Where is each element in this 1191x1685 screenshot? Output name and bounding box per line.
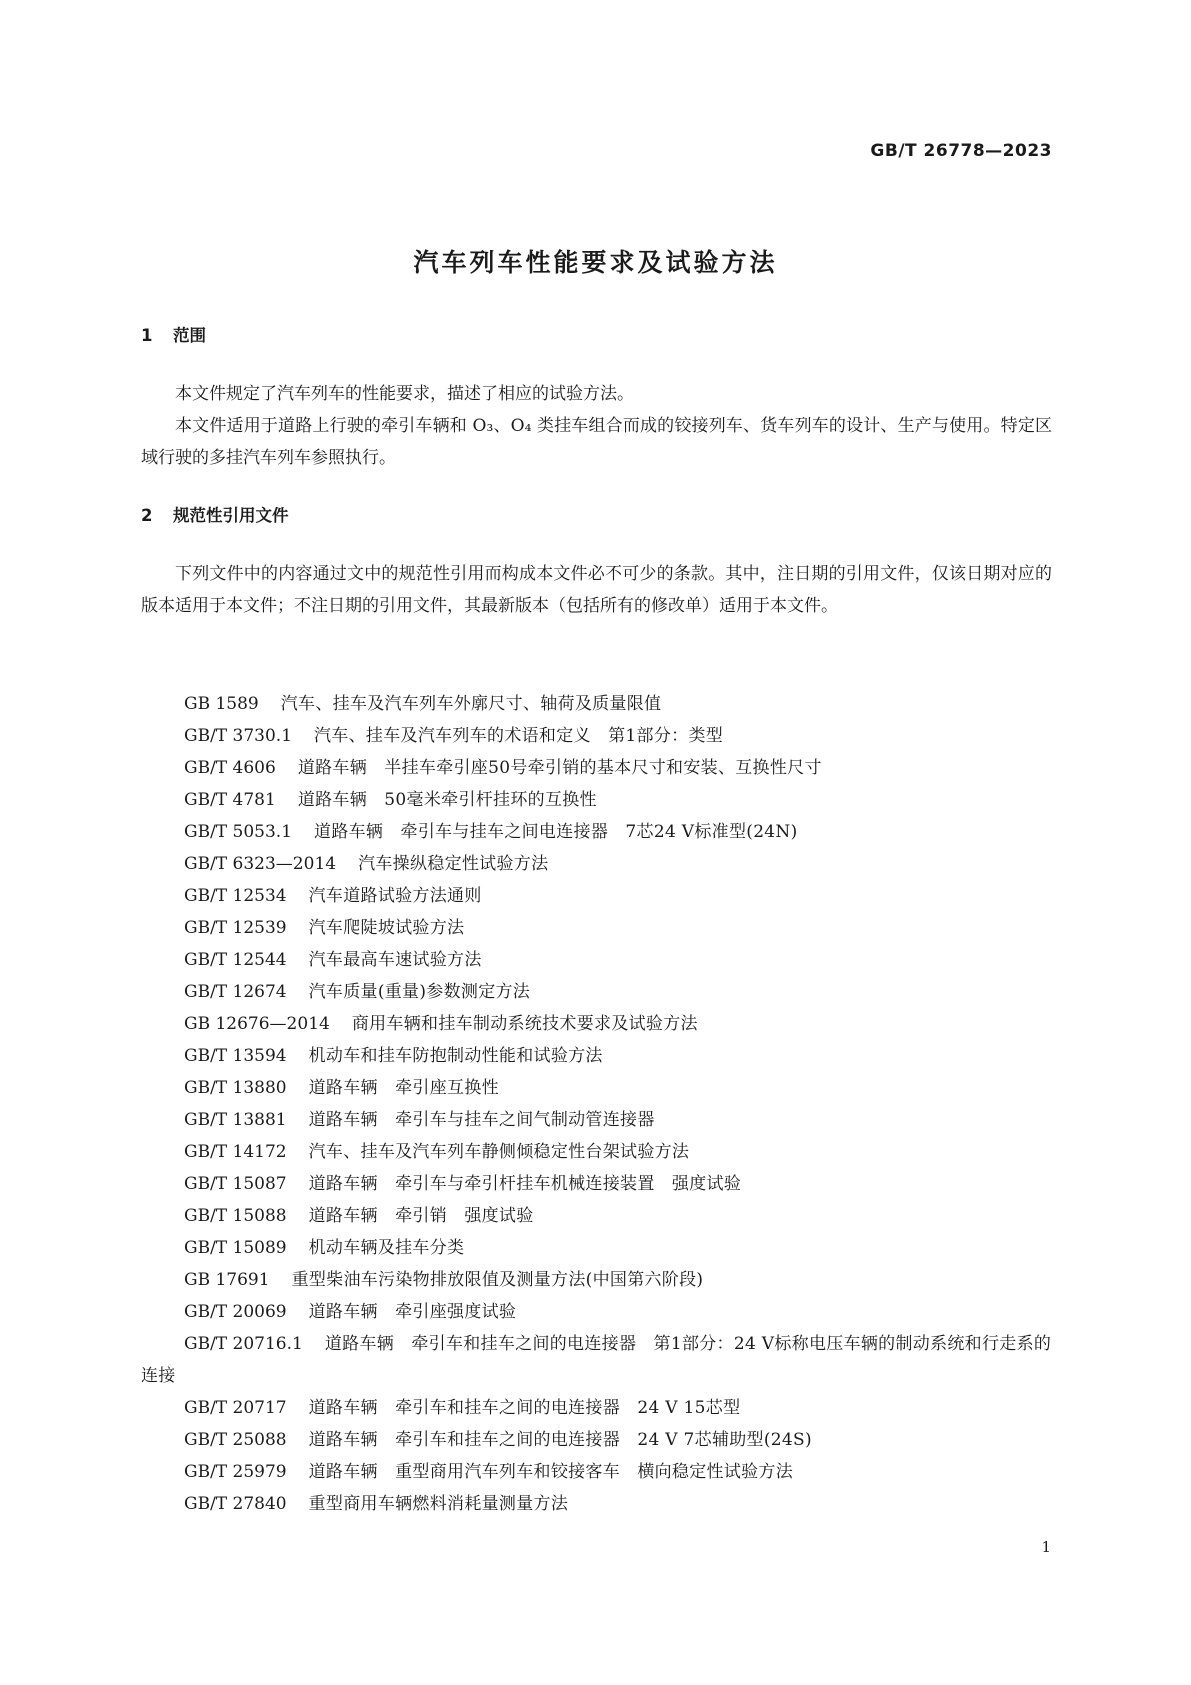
reference-item — [141, 944, 1052, 976]
reference-code: GB/T 12674 — [184, 982, 287, 1002]
reference-item — [141, 1200, 1052, 1232]
reference-title: 道路车辆 牵引销 强度试验 — [308, 1206, 534, 1226]
reference-title: 道路车辆 牵引座互换性 — [308, 1078, 499, 1098]
reference-title: 道路车辆 牵引车与挂车之间气制动管连接器 — [308, 1110, 655, 1130]
reference-code: GB/T 12534 — [184, 886, 287, 906]
reference-code: GB/T 13880 — [184, 1078, 287, 1098]
reference-item — [141, 848, 1052, 880]
reference-code: GB/T 12544 — [184, 950, 287, 970]
reference-item — [141, 1424, 1052, 1456]
reference-code: GB/T 4606 — [184, 758, 276, 778]
reference-code: GB/T 15089 — [184, 1238, 287, 1258]
reference-title: 汽车质量(重量)参数测定方法 — [308, 982, 531, 1002]
reference-code: GB/T 15087 — [184, 1174, 287, 1194]
reference-code: GB/T 6323—2014 — [184, 854, 337, 874]
document-title: 汽车列车性能要求及试验方法 — [413, 248, 778, 277]
reference-list — [141, 688, 1052, 1520]
reference-title: 汽车爬陡坡试验方法 — [308, 918, 465, 938]
reference-code: GB/T 20069 — [184, 1302, 287, 1322]
reference-item — [141, 752, 1052, 784]
reference-title: 重型柴油车污染物排放限值及测量方法(中国第六阶段) — [291, 1270, 704, 1290]
reference-item — [141, 912, 1052, 944]
reference-code: GB/T 12539 — [184, 918, 287, 938]
reference-code: GB/T 20717 — [184, 1398, 287, 1418]
reference-item — [141, 1040, 1052, 1072]
reference-item — [141, 1072, 1052, 1104]
reference-title: 道路车辆 牵引车与挂车之间电连接器 7芯24 V标准型(24N) — [314, 822, 798, 842]
reference-code: GB/T 13881 — [184, 1110, 287, 1130]
section-2-heading — [141, 502, 289, 526]
reference-item — [141, 976, 1052, 1008]
reference-title: 汽车、挂车及汽车列车静侧倾稳定性台架试验方法 — [308, 1142, 690, 1162]
reference-item — [141, 1136, 1052, 1168]
reference-title: 道路车辆 重型商用汽车列车和铰接客车 横向稳定性试验方法 — [308, 1462, 794, 1482]
paragraph: 下列文件中的内容通过文中的规范性引用而构成本文件必不可少的条款。其中，注日期的引用文件，仅该日期对应的版本适用于本文件；不注日期的引用文件，其最新版本（包括所有的修改单）适用于本文件。 — [141, 564, 1052, 616]
reference-item — [141, 1488, 1052, 1520]
section-2-body — [141, 558, 1052, 622]
reference-title: 汽车操纵稳定性试验方法 — [358, 854, 549, 874]
reference-code: GB/T 15088 — [184, 1206, 287, 1226]
section-title: 规范性引用文件 — [173, 506, 289, 525]
reference-item — [141, 1232, 1052, 1264]
reference-title: 机动车辆及挂车分类 — [308, 1238, 465, 1258]
reference-title: 汽车最高车速试验方法 — [308, 950, 482, 970]
reference-item — [141, 1296, 1052, 1328]
reference-code: GB/T 5053.1 — [184, 822, 293, 842]
paragraph: 本文件规定了汽车列车的性能要求，描述了相应的试验方法。 — [175, 384, 634, 404]
reference-item — [141, 816, 1052, 848]
reference-title: 道路车辆 牵引车和挂车之间的电连接器 第1部分：24 V标称电压车辆的制动系统和行走系的连接 — [141, 1334, 1052, 1386]
reference-item — [141, 1392, 1052, 1424]
page-number: 1 — [1041, 1538, 1051, 1556]
reference-title: 道路车辆 牵引车与牵引杆挂车机械连接装置 强度试验 — [308, 1174, 742, 1194]
reference-title: 道路车辆 50毫米牵引杆挂环的互换性 — [297, 790, 597, 810]
reference-title: 道路车辆 牵引座强度试验 — [308, 1302, 517, 1322]
reference-title: 机动车和挂车防抱制动性能和试验方法 — [308, 1046, 603, 1066]
reference-code: GB/T 3730.1 — [184, 726, 293, 746]
section-number: 2 — [141, 506, 153, 525]
section-1-body — [141, 378, 1052, 474]
reference-title: 道路车辆 半挂车牵引座50号牵引销的基本尺寸和安装、互换性尺寸 — [297, 758, 822, 778]
reference-code: GB/T 27840 — [184, 1494, 287, 1514]
reference-item — [141, 1104, 1052, 1136]
reference-item — [141, 720, 1052, 752]
reference-title: 道路车辆 牵引车和挂车之间的电连接器 24 V 15芯型 — [308, 1398, 741, 1418]
reference-title: 商用车辆和挂车制动系统技术要求及试验方法 — [351, 1014, 698, 1034]
reference-code: GB/T 25979 — [184, 1462, 287, 1482]
reference-title: 重型商用车辆燃料消耗量测量方法 — [308, 1494, 569, 1514]
reference-code: GB/T 25088 — [184, 1430, 287, 1450]
reference-code: GB/T 20716.1 — [184, 1334, 303, 1354]
reference-title: 汽车、挂车及汽车列车外廓尺寸、轴荷及质量限值 — [280, 694, 662, 714]
reference-item — [141, 688, 1052, 720]
reference-item — [141, 1168, 1052, 1200]
section-1-heading — [141, 322, 206, 346]
reference-code: GB 12676—2014 — [184, 1014, 330, 1034]
reference-code: GB/T 4781 — [184, 790, 276, 810]
reference-title: 汽车道路试验方法通则 — [308, 886, 482, 906]
reference-item — [141, 1008, 1052, 1040]
section-number: 1 — [141, 326, 153, 345]
reference-item — [141, 1264, 1052, 1296]
reference-title: 汽车、挂车及汽车列车的术语和定义 第1部分：类型 — [314, 726, 724, 746]
reference-item — [141, 784, 1052, 816]
reference-code: GB/T 14172 — [184, 1142, 287, 1162]
reference-code: GB 1589 — [184, 694, 259, 714]
reference-code: GB/T 13594 — [184, 1046, 287, 1066]
reference-item — [141, 1328, 1052, 1392]
paragraph: 本文件适用于道路上行驶的牵引车辆和 O₃、O₄ 类挂车组合而成的铰接列车、货车列车的设计、生产与使用。特定区域行驶的多挂汽车列车参照执行。 — [141, 416, 1052, 468]
reference-item — [141, 880, 1052, 912]
section-title: 范围 — [173, 326, 206, 345]
reference-title: 道路车辆 牵引车和挂车之间的电连接器 24 V 7芯辅助型(24S) — [308, 1430, 812, 1450]
reference-code: GB 17691 — [184, 1270, 270, 1290]
reference-item — [141, 1456, 1052, 1488]
standard-number: GB/T 26778—2023 — [870, 141, 1052, 161]
